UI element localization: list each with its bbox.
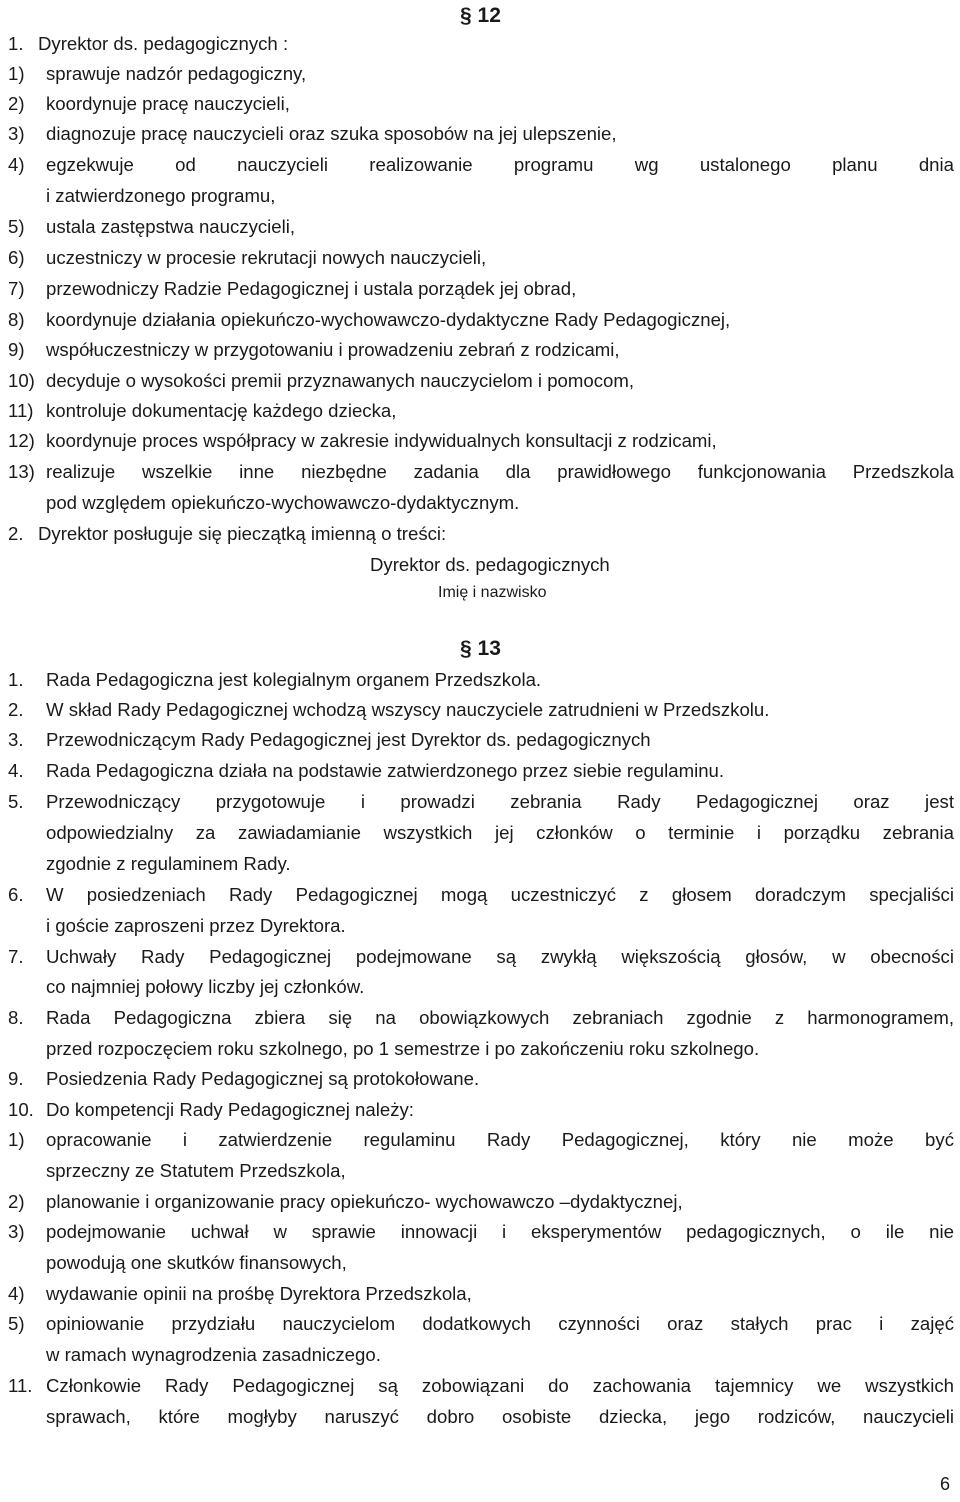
item-number: 8. bbox=[8, 1007, 24, 1028]
duty-item-6 bbox=[0, 242, 960, 273]
duty-item-4-continuation bbox=[0, 180, 960, 211]
duty-text: egzekwuje od nauczycieli realizowanie programu wg ustalonego planu dnia bbox=[46, 154, 954, 175]
competency-item-4 bbox=[0, 1278, 960, 1309]
section-13-heading: § 13 bbox=[460, 637, 501, 660]
competency-item-5-line-2 bbox=[0, 1339, 960, 1370]
item-number: 3. bbox=[8, 729, 24, 750]
duty-text: koordynuje działania opiekuńczo-wychowawczo-dydaktyczne Rady Pedagogicznej, bbox=[46, 309, 731, 330]
section-12-item-1 bbox=[0, 28, 960, 59]
item-text: Uchwały Rady Pedagogicznej podejmowane są zwykłą większością głosów, w obecności bbox=[46, 946, 954, 967]
item-text: Posiedzenia Rady Pedagogicznej są protokołowane. bbox=[46, 1068, 480, 1089]
item-text: Przewodniczący przygotowuje i prowadzi zebrania Rady Pedagogicznej oraz jest bbox=[46, 791, 954, 812]
duty-item-5 bbox=[0, 211, 960, 242]
duty-number: 13) bbox=[8, 461, 35, 482]
item-number: 1. bbox=[8, 33, 24, 54]
competency-text-continuation: sprzeczny ze Statutem Przedszkola, bbox=[46, 1160, 346, 1181]
duty-text: przewodniczy Radzie Pedagogicznej i ustala porządek jej obrad, bbox=[46, 278, 577, 299]
competency-text: podejmowanie uchwał w sprawie innowacji i eksperymentów pedagogicznych, o ile nie bbox=[46, 1221, 954, 1242]
competency-number: 5) bbox=[8, 1313, 25, 1334]
item-text: Dyrektor posługuje się pieczątką imienną o treści: bbox=[38, 523, 447, 544]
section-13-item-7-line-2 bbox=[0, 971, 960, 1002]
duty-number: 2) bbox=[8, 93, 25, 114]
duty-number: 6) bbox=[8, 247, 25, 268]
duty-number: 3) bbox=[8, 123, 25, 144]
duty-number: 1) bbox=[8, 63, 25, 84]
duty-text: koordynuje proces współpracy w zakresie indywidualnych konsultacji z rodzicami, bbox=[46, 430, 717, 451]
section-13-item-8-line-2 bbox=[0, 1033, 960, 1064]
duty-text-continuation: i zatwierdzonego programu, bbox=[46, 185, 276, 206]
duty-number: 7) bbox=[8, 278, 25, 299]
section-13-item-11 bbox=[0, 1370, 960, 1401]
stamp-title: Dyrektor ds. pedagogicznych bbox=[370, 554, 610, 575]
competency-number: 2) bbox=[8, 1191, 25, 1212]
competency-item-2 bbox=[0, 1186, 960, 1217]
item-text: Członkowie Rady Pedagogicznej są zobowiązani do zachowania tajemnicy we wszystkich bbox=[46, 1375, 954, 1396]
stamp-line-2 bbox=[0, 577, 960, 608]
section-13-item-11-line-2 bbox=[0, 1401, 960, 1432]
section-13-item-10 bbox=[0, 1094, 960, 1125]
duty-item-2 bbox=[0, 88, 960, 119]
item-text: Przewodniczącym Rady Pedagogicznej jest Dyrektor ds. pedagogicznych bbox=[46, 729, 651, 750]
item-number: 4. bbox=[8, 760, 24, 781]
duty-number: 9) bbox=[8, 339, 25, 360]
competency-text: wydawanie opinii na prośbę Dyrektora Przedszkola, bbox=[46, 1283, 472, 1304]
section-13-item-6 bbox=[0, 879, 960, 910]
duty-text: decyduje o wysokości premii przyznawanych nauczycielom i pomocom, bbox=[46, 370, 635, 391]
item-number: 2. bbox=[8, 699, 24, 720]
item-number: 9. bbox=[8, 1068, 24, 1089]
item-text-continuation: zgodnie z regulaminem Rady. bbox=[46, 853, 291, 874]
duty-item-13-continuation bbox=[0, 487, 960, 518]
section-13-item-5 bbox=[0, 786, 960, 817]
section-12-item-2 bbox=[0, 518, 960, 549]
item-text: Rada Pedagogiczna zbiera się na obowiązkowych zebraniach zgodnie z harmonogramem, bbox=[46, 1007, 954, 1028]
duty-item-4 bbox=[0, 149, 960, 180]
item-number: 5. bbox=[8, 791, 24, 812]
section-13-heading-line bbox=[0, 633, 960, 664]
duty-text: uczestniczy w procesie rekrutacji nowych nauczycieli, bbox=[46, 247, 487, 268]
item-text-continuation: odpowiedzialny za zawiadamianie wszystkich jej członków o terminie i porządku zebrania bbox=[46, 822, 954, 843]
stamp-name-placeholder: Imię i nazwisko bbox=[438, 584, 547, 601]
duty-number: 5) bbox=[8, 216, 25, 237]
duty-number: 4) bbox=[8, 154, 25, 175]
competency-item-3 bbox=[0, 1216, 960, 1247]
competency-text: opracowanie i zatwierdzenie regulaminu Rady Pedagogicznej, który nie może być bbox=[46, 1129, 954, 1150]
section-13-item-6-line-2 bbox=[0, 910, 960, 941]
section-13-item-9 bbox=[0, 1063, 960, 1094]
section-13-item-1 bbox=[0, 664, 960, 695]
competency-item-1-line-2 bbox=[0, 1155, 960, 1186]
duty-text: koordynuje pracę nauczycieli, bbox=[46, 93, 290, 114]
competency-text-continuation: powodują one skutków finansowych, bbox=[46, 1252, 347, 1273]
stamp-line-1 bbox=[0, 549, 960, 580]
item-text: W skład Rady Pedagogicznej wchodzą wszyscy nauczyciele zatrudnieni w Przedszkolu. bbox=[46, 699, 770, 720]
duty-text: ustala zastępstwa nauczycieli, bbox=[46, 216, 296, 237]
item-text-continuation: i goście zaproszeni przez Dyrektora. bbox=[46, 915, 346, 936]
duty-text: współuczestniczy w przygotowaniu i prowadzeniu zebrań z rodzicami, bbox=[46, 339, 620, 360]
competency-text: planowanie i organizowanie pracy opiekuńczo- wychowawczo –dydaktycznej, bbox=[46, 1191, 683, 1212]
duty-text: diagnozuje pracę nauczycieli oraz szuka sposobów na jej ulepszenie, bbox=[46, 123, 617, 144]
duty-number: 12) bbox=[8, 430, 35, 451]
duty-item-3 bbox=[0, 118, 960, 149]
section-13-item-4 bbox=[0, 755, 960, 786]
section-13-item-7 bbox=[0, 941, 960, 972]
duty-number: 8) bbox=[8, 309, 25, 330]
item-text: Dyrektor ds. pedagogicznych : bbox=[38, 33, 289, 54]
competency-item-3-line-2 bbox=[0, 1247, 960, 1278]
competency-number: 4) bbox=[8, 1283, 25, 1304]
duty-number: 11) bbox=[8, 400, 34, 421]
duty-text: realizuje wszelkie inne niezbędne zadania dla prawidłowego funkcjonowania Przedszkola bbox=[46, 461, 954, 482]
section-13-item-8 bbox=[0, 1002, 960, 1033]
competency-text-continuation: w ramach wynagrodzenia zasadniczego. bbox=[46, 1344, 381, 1365]
item-text: Rada Pedagogiczna działa na podstawie zatwierdzonego przez siebie regulaminu. bbox=[46, 760, 725, 781]
item-text-continuation: przed rozpoczęciem roku szkolnego, po 1 semestrze i po zakończeniu roku szkolnego. bbox=[46, 1038, 760, 1059]
duty-number: 10) bbox=[8, 370, 35, 391]
item-text: Rada Pedagogiczna jest kolegialnym organem Przedszkola. bbox=[46, 669, 542, 690]
page-number: 6 bbox=[939, 1474, 950, 1494]
duty-text-continuation: pod względem opiekuńczo-wychowawczo-dydaktycznym. bbox=[46, 492, 520, 513]
item-number: 2. bbox=[8, 523, 24, 544]
section-12-heading-line bbox=[0, 0, 960, 31]
section-13-item-2 bbox=[0, 694, 960, 725]
duty-item-10 bbox=[0, 365, 960, 396]
duty-item-11 bbox=[0, 395, 960, 426]
duty-text: sprawuje nadzór pedagogiczny, bbox=[46, 63, 307, 84]
section-13-item-5-line-3 bbox=[0, 848, 960, 879]
competency-number: 1) bbox=[8, 1129, 25, 1150]
duty-item-13 bbox=[0, 456, 960, 487]
item-text-continuation: co najmniej połowy liczby jej członków. bbox=[46, 976, 365, 997]
item-text: Do kompetencji Rady Pedagogicznej należy: bbox=[46, 1099, 414, 1120]
duty-item-1 bbox=[0, 58, 960, 89]
competency-item-1 bbox=[0, 1124, 960, 1155]
competency-number: 3) bbox=[8, 1221, 25, 1242]
item-number: 6. bbox=[8, 884, 24, 905]
competency-item-5 bbox=[0, 1308, 960, 1339]
item-number: 10. bbox=[8, 1099, 34, 1120]
duty-item-7 bbox=[0, 273, 960, 304]
section-13-item-5-line-2 bbox=[0, 817, 960, 848]
section-13-item-3 bbox=[0, 724, 960, 755]
item-number: 11. bbox=[8, 1375, 33, 1396]
competency-text: opiniowanie przydziału nauczycielom dodatkowych czynności oraz stałych prac i zajęć bbox=[46, 1313, 954, 1334]
item-text-continuation: sprawach, które mogłyby naruszyć dobro osobiste dziecka, jego rodziców, nauczycieli bbox=[46, 1406, 954, 1427]
duty-item-8 bbox=[0, 304, 960, 335]
item-number: 7. bbox=[8, 946, 24, 967]
item-number: 1. bbox=[8, 669, 24, 690]
item-text: W posiedzeniach Rady Pedagogicznej mogą uczestniczyć z głosem doradczym specjaliści bbox=[46, 884, 954, 905]
duty-item-9 bbox=[0, 334, 960, 365]
duty-text: kontroluje dokumentację każdego dziecka, bbox=[46, 400, 397, 421]
section-12-heading: § 12 bbox=[460, 4, 501, 27]
duty-item-12 bbox=[0, 425, 960, 456]
